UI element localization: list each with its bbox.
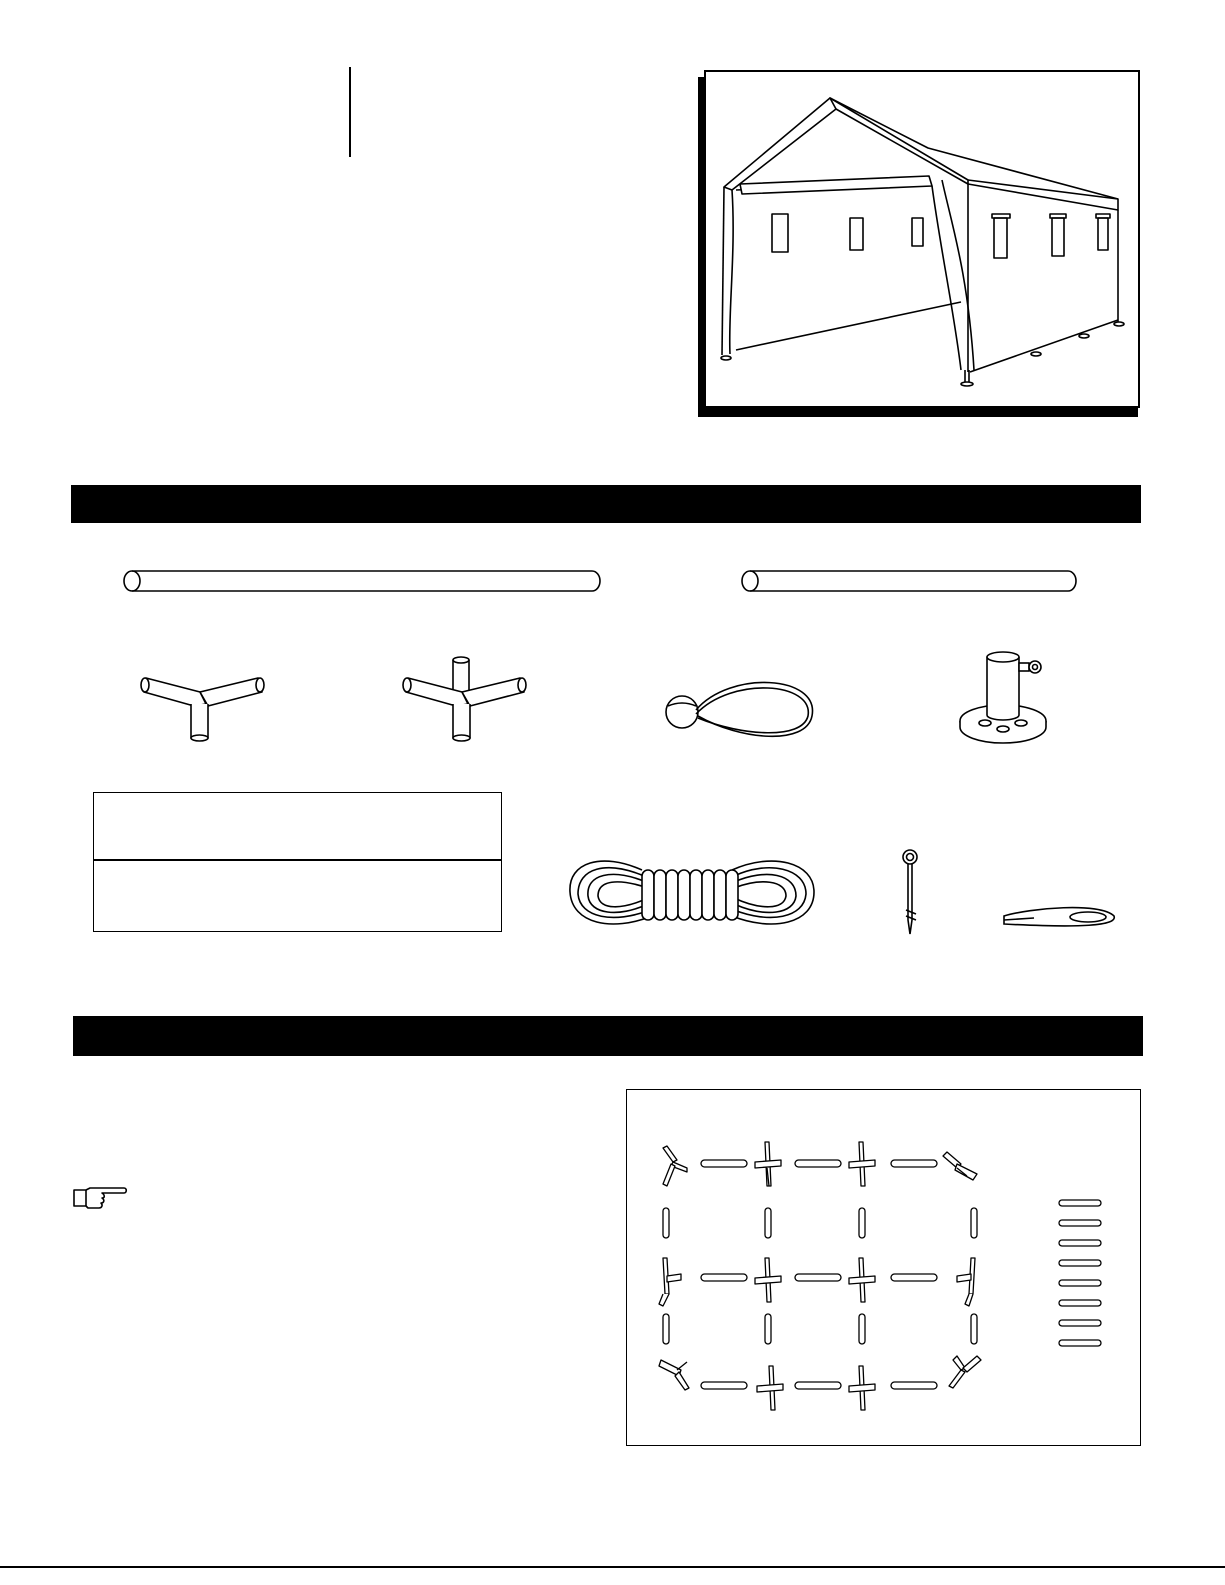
- rope-coil-icon: [562, 852, 824, 940]
- assembly-section-title: [73, 1024, 87, 1046]
- frame-layout-diagram: [626, 1089, 1141, 1446]
- assembly-section-header: [73, 1016, 1143, 1056]
- stake-icon: [898, 848, 924, 938]
- canopy-figure: [704, 70, 1140, 408]
- four-way-connector-icon: [400, 652, 530, 744]
- vertical-divider: [349, 67, 351, 157]
- parts-section-header: [71, 485, 1141, 523]
- three-way-connector-icon: [138, 670, 268, 744]
- short-pole-icon: [740, 568, 1080, 594]
- long-pole-icon: [122, 568, 604, 594]
- page-bottom-rule: [0, 1566, 1225, 1568]
- corner-connector-top-left: [663, 1146, 687, 1186]
- parts-section-title: [71, 493, 85, 515]
- rope-tensioner-icon: [1000, 904, 1120, 934]
- canopy-icon: [706, 72, 1138, 406]
- foot-plate-icon: [955, 645, 1055, 745]
- note-box-divider: [94, 859, 501, 861]
- ball-bungee-icon: [660, 680, 820, 746]
- note-box: [93, 792, 502, 932]
- pointing-hand-icon: [72, 1186, 128, 1212]
- frame-layout-icon: [627, 1090, 1139, 1444]
